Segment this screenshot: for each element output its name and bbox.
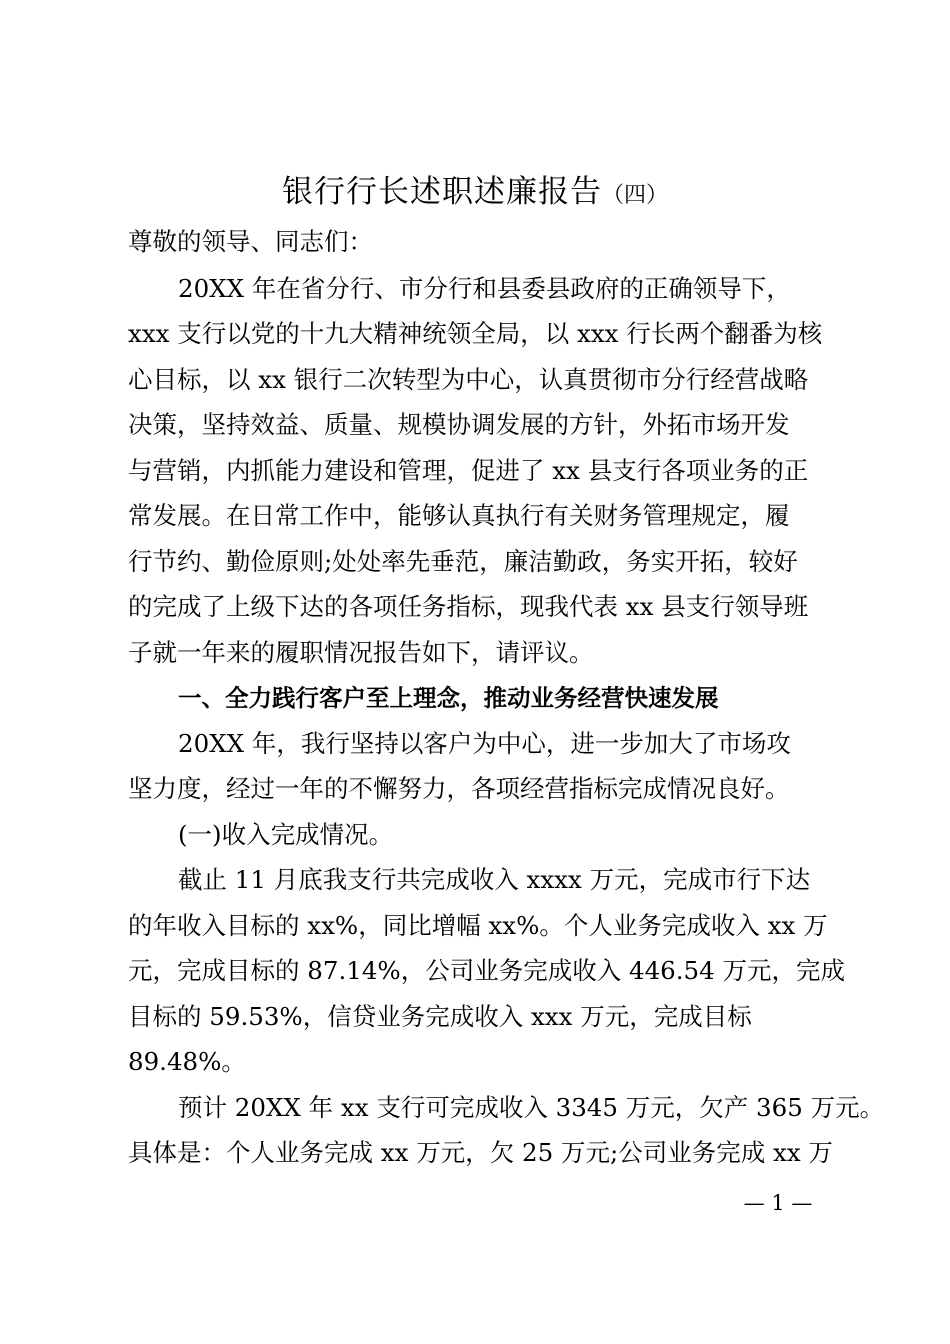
paragraph-line: 心目标，以 xx 银行二次转型为中心，认真贯彻市分行经营战略 <box>128 365 809 394</box>
title-text: 银行行长述职述廉报告 <box>281 174 602 210</box>
salutation: 尊敬的领导、同志们： <box>128 227 373 256</box>
paragraph-line: xxx 支行以党的十九大精神统领全局，以 xxx 行长两个翻番为核 <box>128 319 823 348</box>
paragraph-line: 子就一年来的履职情况报告如下，请评议。 <box>128 638 594 667</box>
paragraph-line: 常发展。在日常工作中，能够认真执行有关财务管理规定，履 <box>128 501 790 530</box>
paragraph-line: 元，完成目标的 87.14%，公司业务完成收入 446.54 万元，完成 <box>128 956 846 985</box>
paragraph-line: 20XX 年在省分行、市分行和县委县政府的正确领导下， <box>178 274 791 303</box>
paragraph-line: 坚力度，经过一年的不懈努力，各项经营指标完成情况良好。 <box>128 774 790 803</box>
paragraph-line: 预计 20XX 年 xx 支行可完成收入 3345 万元，欠产 365 万元。 <box>178 1093 885 1122</box>
paragraph-line: 行节约、勤俭原则;处处率先垂范，廉洁勤政，务实开拓，较好 <box>128 547 798 576</box>
paragraph-line: 89.48%。 <box>128 1047 246 1076</box>
paragraph-line: 的年收入目标的 xx%，同比增幅 xx%。个人业务完成收入 xx 万 <box>128 911 828 940</box>
paragraph-line: 具体是：个人业务完成 xx 万元，欠 25 万元;公司业务完成 xx 万 <box>128 1138 833 1167</box>
paragraph-line: 与营销，内抓能力建设和管理，促进了 xx 县支行各项业务的正 <box>128 456 809 485</box>
title-suffix: （四） <box>601 183 668 208</box>
paragraph-line: 20XX 年，我行坚持以客户为中心，进一步加大了市场攻 <box>178 729 791 758</box>
paragraph-line: 的完成了上级下达的各项任务指标，现我代表 xx 县支行领导班 <box>128 592 809 621</box>
paragraph-line: 截止 11 月底我支行共完成收入 xxxx 万元，完成市行下达 <box>178 865 811 894</box>
document-title <box>0 166 950 222</box>
paragraph-line: 决策，坚持效益、质量、规模协调发展的方针，外拓市场开发 <box>128 410 790 439</box>
paragraph-line: 目标的 59.53%，信贷业务完成收入 xxx 万元，完成目标 <box>128 1002 752 1031</box>
page-number: — 1 — <box>743 1191 813 1215</box>
section-heading: 一、全力践行客户至上理念，推动业务经营快速发展 <box>178 684 719 712</box>
subsection-heading: (一)收入完成情况。 <box>178 820 394 849</box>
